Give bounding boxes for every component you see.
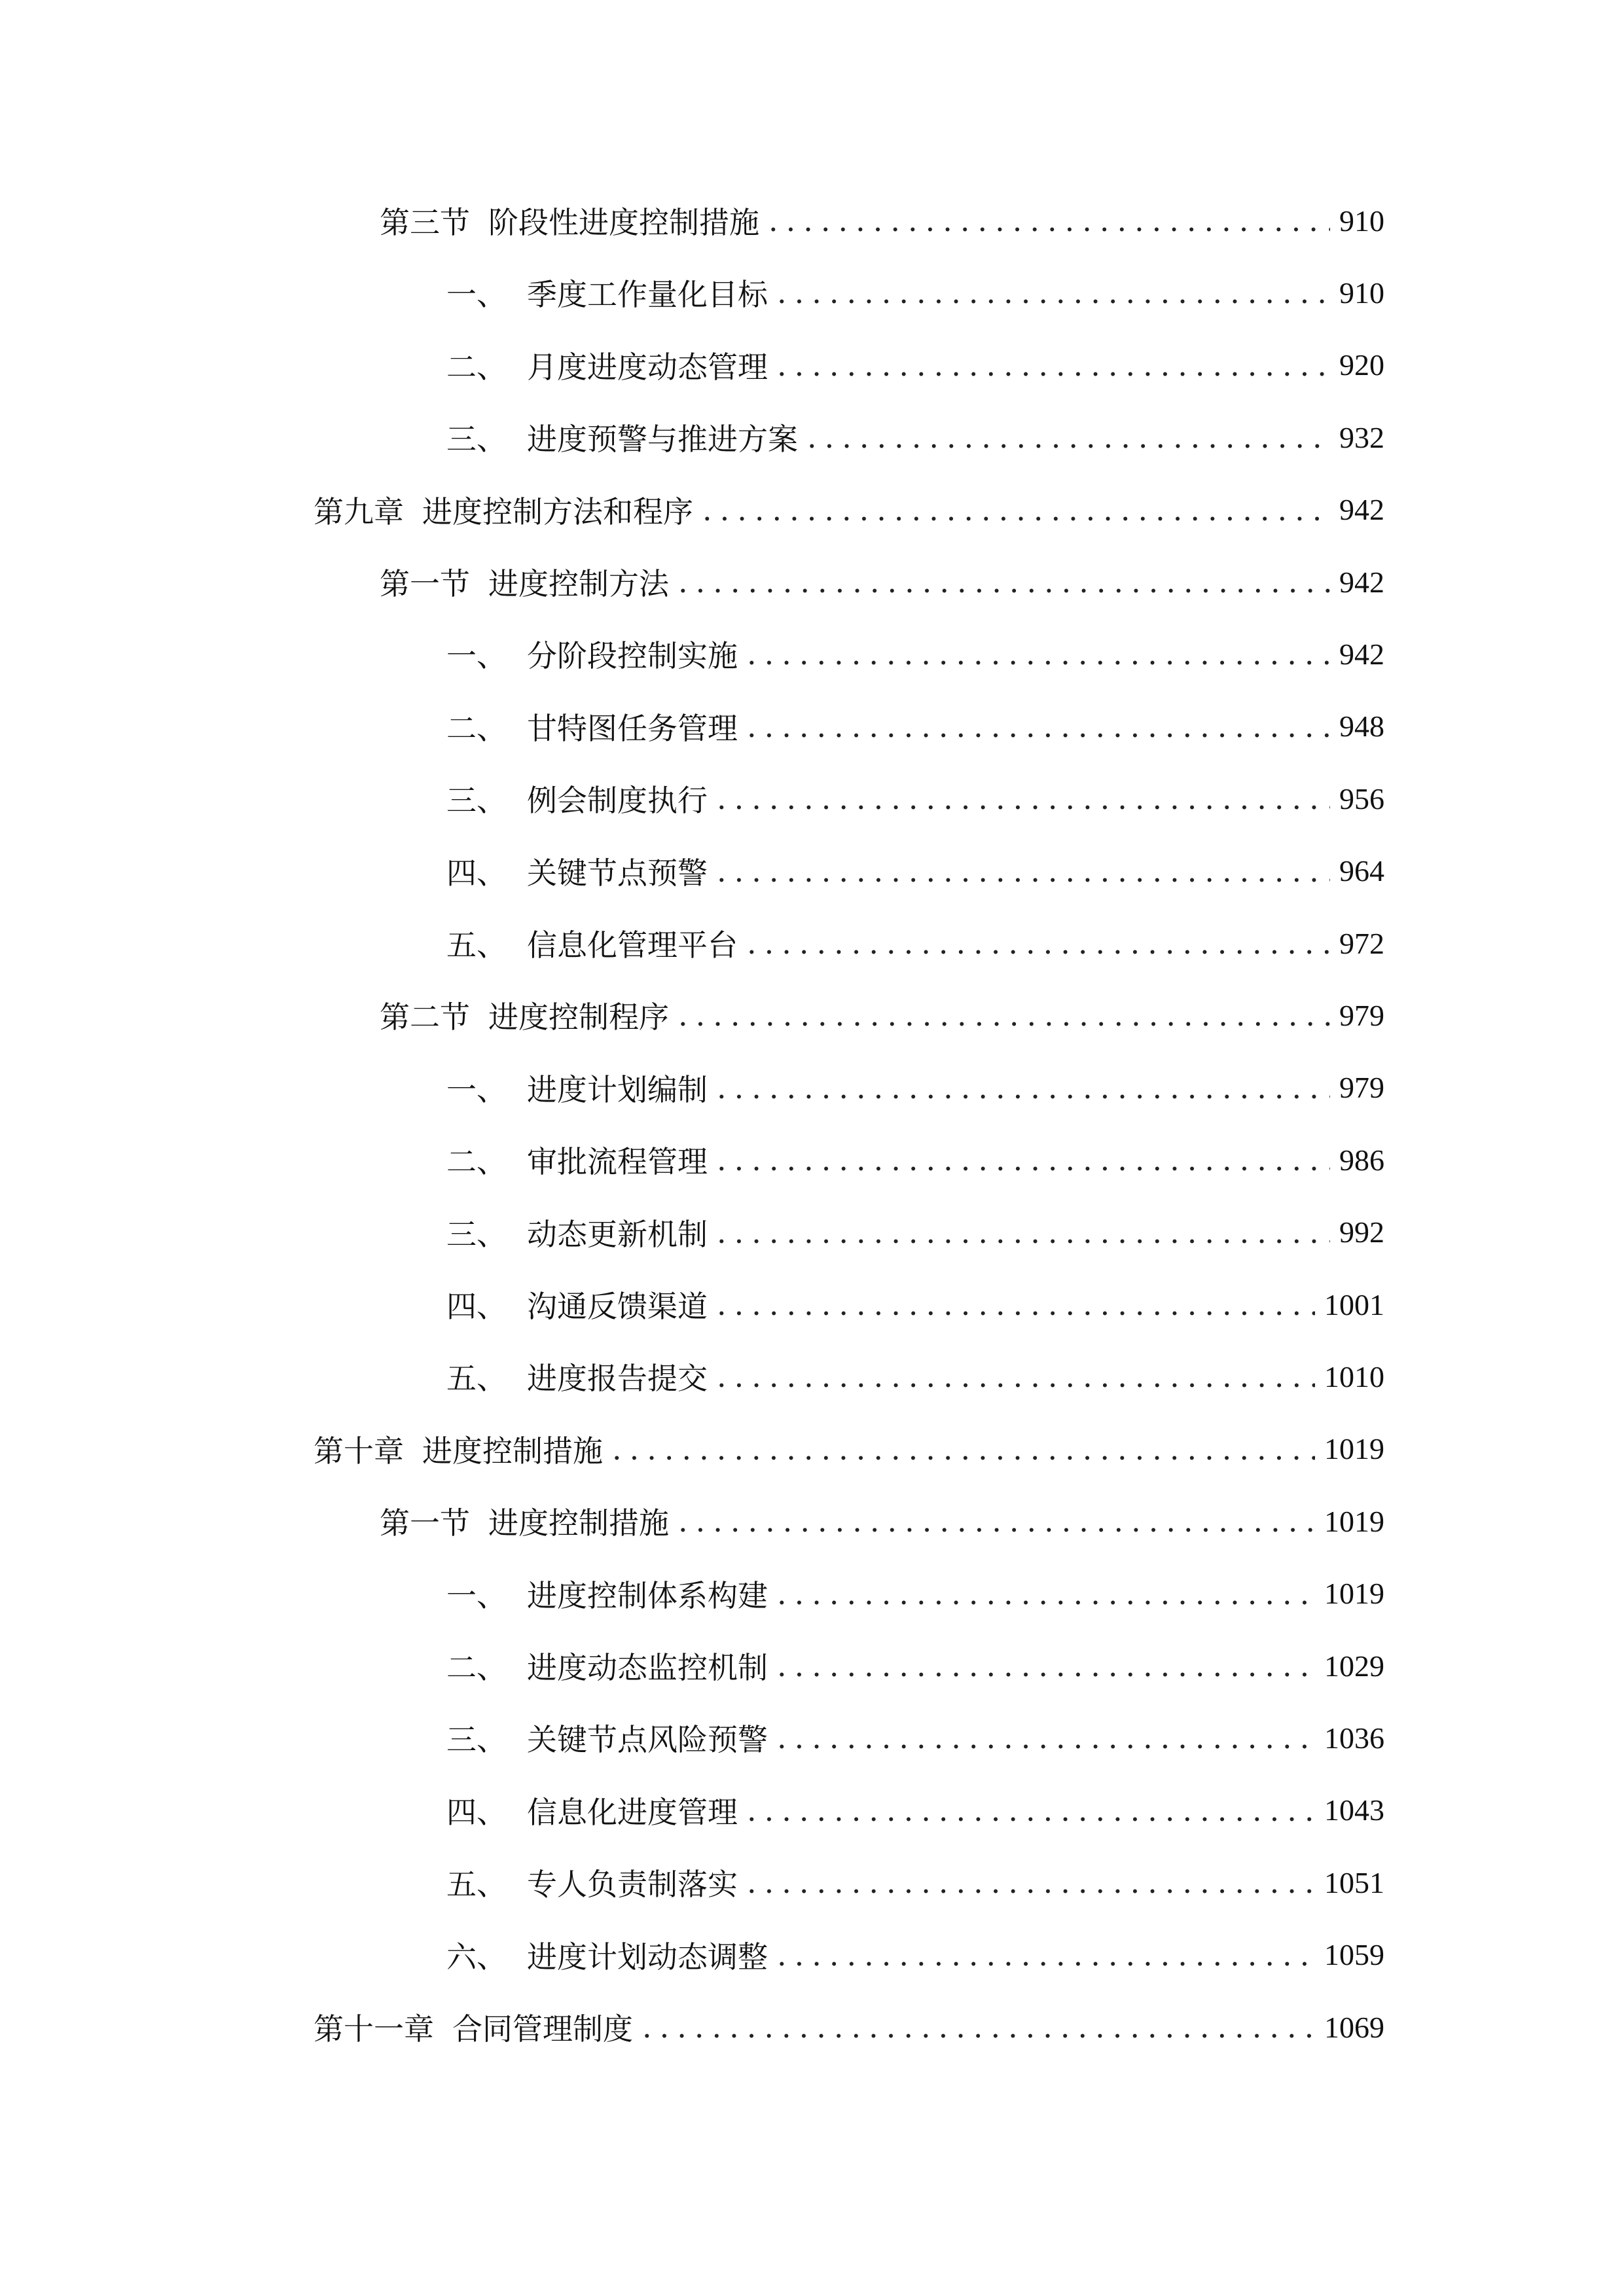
toc-entry-page: 1043 [1324, 1793, 1384, 1827]
toc-entry[interactable] [446, 1213, 1384, 1252]
toc-entry-number: 三、 [446, 1722, 507, 1758]
dot-leader [747, 925, 1330, 961]
toc-entry-number: 五、 [446, 1867, 507, 1903]
toc-entry-page: 1029 [1324, 1649, 1384, 1683]
toc-entry-page: 992 [1339, 1215, 1384, 1249]
toc-entry-title: 进度控制程序 [488, 999, 669, 1035]
toc-entry-number: 六、 [446, 1939, 507, 1975]
toc-entry[interactable] [446, 346, 1384, 385]
toc-entry-title: 阶段性进度控制措施 [488, 205, 759, 240]
toc-entry[interactable] [446, 1718, 1384, 1757]
toc-entry-page: 986 [1339, 1143, 1384, 1177]
toc-entry-title: 沟通反馈渠道 [527, 1289, 708, 1324]
toc-entry[interactable] [446, 1140, 1384, 1179]
toc-entry-page: 972 [1339, 926, 1384, 960]
dot-leader [717, 1215, 1330, 1250]
toc-entry[interactable] [314, 1429, 1384, 1469]
toc-entry-title: 例会制度执行 [527, 783, 708, 819]
toc-entry-page: 1069 [1324, 2010, 1384, 2044]
toc-entry-title: 专人负责制落实 [527, 1867, 738, 1903]
toc-entry-page: 942 [1339, 565, 1384, 599]
toc-entry-page: 1051 [1324, 1865, 1384, 1899]
dot-leader [747, 1865, 1315, 1900]
toc-entry[interactable] [380, 201, 1384, 240]
toc-entry[interactable] [314, 490, 1384, 529]
toc-entry-page: 1019 [1324, 1432, 1384, 1466]
toc-entry[interactable] [446, 1935, 1384, 1975]
dot-leader [777, 1937, 1315, 1973]
toc-entry-page: 1019 [1324, 1577, 1384, 1611]
toc-entry-number: 一、 [446, 1577, 507, 1613]
toc-entry-page: 979 [1339, 1071, 1384, 1105]
toc-entry-title: 信息化进度管理 [527, 1794, 738, 1830]
toc-entry-number: 第一节 [380, 566, 470, 601]
toc-entry-number: 五、 [446, 927, 507, 963]
toc-entry-page: 942 [1339, 493, 1384, 527]
toc-entry-page: 1010 [1324, 1359, 1384, 1393]
dot-leader [807, 420, 1330, 455]
toc-entry-page: 1001 [1324, 1287, 1384, 1321]
toc-entry-title: 进度动态监控机制 [527, 1650, 768, 1685]
toc-entry[interactable] [446, 634, 1384, 673]
toc-entry-title: 进度控制方法和程序 [422, 493, 693, 529]
dot-leader [717, 1070, 1330, 1105]
dot-leader [717, 853, 1330, 889]
toc-entry-title: 进度报告提交 [527, 1361, 708, 1397]
toc-entry-page: 932 [1339, 420, 1384, 454]
toc-entry-page: 1036 [1324, 1721, 1384, 1755]
toc-entry-title: 分阶段控制实施 [527, 638, 738, 674]
toc-entry-page: 920 [1339, 348, 1384, 382]
toc-entry-number: 第一节 [380, 1505, 470, 1541]
toc-entry[interactable] [446, 1574, 1384, 1613]
dot-leader [777, 275, 1330, 310]
toc-entry-title: 进度预警与推进方案 [527, 422, 798, 457]
toc-entry-number: 四、 [446, 1289, 507, 1324]
toc-entry-number: 二、 [446, 1144, 507, 1180]
dot-leader [777, 1576, 1315, 1611]
toc-entry[interactable] [446, 1357, 1384, 1396]
toc-entry-title: 关键节点风险预警 [527, 1722, 768, 1758]
toc-entry-number: 第二节 [380, 999, 470, 1035]
toc-entry-page: 1019 [1324, 1504, 1384, 1538]
dot-leader [747, 709, 1330, 744]
toc-entry[interactable] [380, 1501, 1384, 1541]
toc-entry-title: 季度工作量化目标 [527, 277, 768, 313]
toc-entry-title: 审批流程管理 [527, 1144, 708, 1180]
toc-entry-number: 第三节 [380, 205, 470, 240]
toc-entry-number: 三、 [446, 422, 507, 457]
toc-entry-title: 合同管理制度 [452, 2011, 633, 2047]
toc-entry[interactable] [446, 779, 1384, 818]
toc-entry-title: 甘特图任务管理 [527, 710, 738, 746]
dot-leader [747, 636, 1330, 672]
toc-entry-number: 第九章 [314, 493, 404, 529]
toc-entry-title: 动态更新机制 [527, 1216, 708, 1252]
toc-entry-number: 一、 [446, 277, 507, 313]
toc-entry-number: 一、 [446, 1071, 507, 1107]
toc-entry-title: 进度控制方法 [488, 566, 669, 601]
toc-entry-title: 进度控制体系构建 [527, 1577, 768, 1613]
dot-leader [612, 1431, 1315, 1467]
toc-entry-page: 956 [1339, 781, 1384, 816]
toc-entry-title: 进度计划编制 [527, 1071, 708, 1107]
dot-leader [678, 1503, 1315, 1539]
toc-entry-title: 月度进度动态管理 [527, 349, 768, 385]
toc-entry[interactable] [314, 2007, 1384, 2047]
dot-leader [747, 1793, 1315, 1828]
toc-entry-number: 三、 [446, 1216, 507, 1252]
dot-leader [777, 1648, 1315, 1683]
toc-entry-title: 关键节点预警 [527, 855, 708, 891]
toc-entry-page: 964 [1339, 854, 1384, 888]
toc-entry-number: 二、 [446, 1650, 507, 1685]
toc-entry-number: 二、 [446, 349, 507, 385]
toc-entry-page: 979 [1339, 998, 1384, 1032]
toc-entry[interactable] [446, 1863, 1384, 1902]
dot-leader [642, 2009, 1315, 2045]
dot-leader [678, 997, 1330, 1033]
toc-entry-title: 进度控制措施 [422, 1433, 603, 1469]
dot-leader [678, 564, 1330, 600]
toc-entry-page: 942 [1339, 637, 1384, 671]
dot-leader [768, 203, 1330, 238]
toc-entry[interactable] [380, 996, 1384, 1035]
toc-entry[interactable] [446, 1646, 1384, 1685]
toc-entry-page: 1059 [1324, 1938, 1384, 1972]
toc-entry[interactable] [446, 924, 1384, 963]
toc-entry-title: 信息化管理平台 [527, 927, 738, 963]
dot-leader [717, 1287, 1315, 1322]
toc-entry-number: 一、 [446, 638, 507, 674]
toc-entry-number: 第十一章 [314, 2011, 434, 2047]
toc-entry-page: 910 [1339, 276, 1384, 310]
toc-entry-page: 910 [1339, 204, 1384, 238]
dot-leader [702, 492, 1330, 528]
toc-entry-title: 进度控制措施 [488, 1505, 669, 1541]
toc-entry[interactable] [446, 1285, 1384, 1324]
toc-entry-number: 四、 [446, 1794, 507, 1830]
toc-entry[interactable] [446, 707, 1384, 746]
toc-entry[interactable] [446, 1068, 1384, 1107]
toc-entry-title: 进度计划动态调整 [527, 1939, 768, 1975]
toc-entry[interactable] [446, 273, 1384, 312]
dot-leader [717, 1142, 1330, 1177]
toc-entry-page: 948 [1339, 709, 1384, 744]
dot-leader [777, 348, 1330, 383]
toc-entry[interactable] [446, 852, 1384, 891]
dot-leader [717, 1359, 1315, 1394]
toc-entry-number: 五、 [446, 1361, 507, 1397]
toc-entry-number: 第十章 [314, 1433, 404, 1469]
toc-entry[interactable] [446, 1791, 1384, 1830]
toc-entry-number: 二、 [446, 710, 507, 746]
toc-entry[interactable] [380, 562, 1384, 601]
toc-entry[interactable] [446, 418, 1384, 457]
toc-entry-number: 四、 [446, 855, 507, 891]
toc-entry-number: 三、 [446, 783, 507, 819]
dot-leader [777, 1720, 1315, 1755]
dot-leader [717, 781, 1330, 816]
